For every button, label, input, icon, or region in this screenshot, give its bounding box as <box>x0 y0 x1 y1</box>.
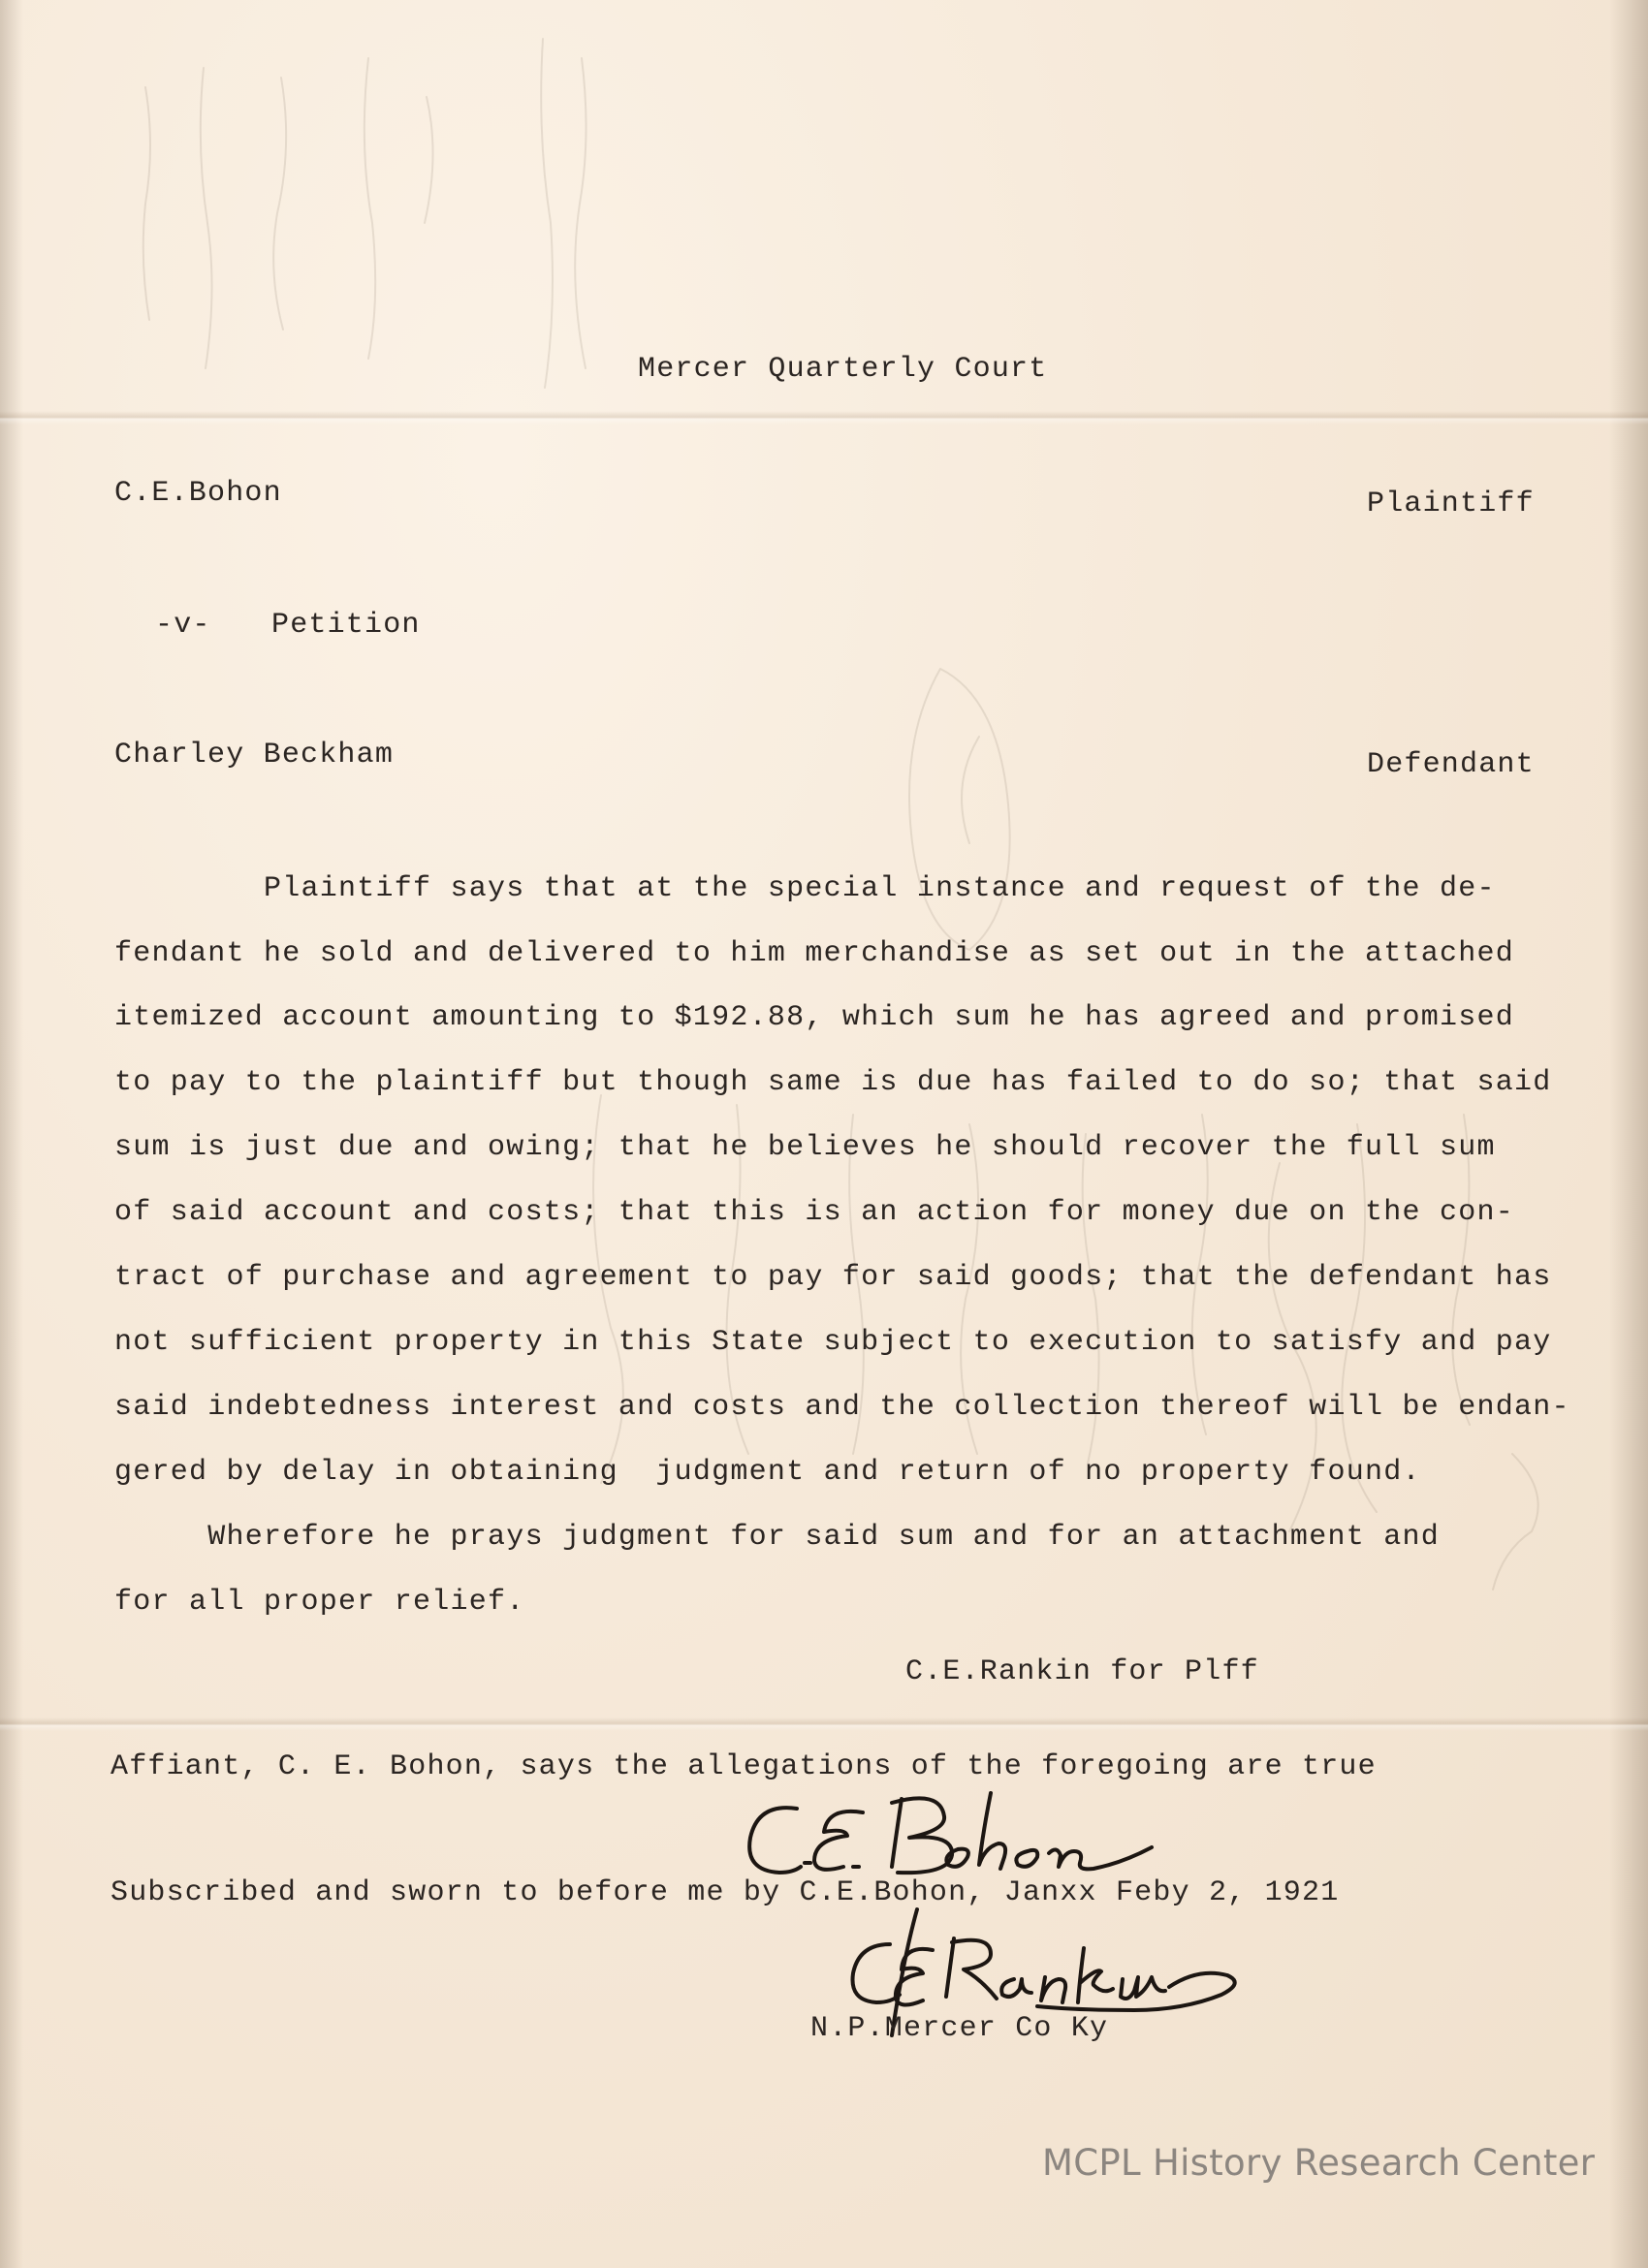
plaintiff-label: Plaintiff <box>1367 488 1535 520</box>
pleading-type: Petition <box>271 609 421 642</box>
petition-line: of said account and costs; that this is an action for money due on the con- <box>114 1196 1514 1229</box>
petition-line: tract of purchase and agreement to pay for said goods; that the defendant has <box>114 1261 1552 1294</box>
petition-line: to pay to the plaintiff but though same is due has failed to do so; that said <box>114 1066 1552 1099</box>
paper-fold-crease <box>0 411 1648 425</box>
page-left-edge-shadow <box>0 0 23 2268</box>
petition-line: fendant he sold and delivered to him merchandise as set out in the attached <box>114 937 1514 970</box>
page-right-edge-shadow <box>1609 0 1648 2268</box>
plaintiff-name: C.E.Bohon <box>114 477 282 510</box>
petition-line: said indebtedness interest and costs and the collection thereof will be endan- <box>114 1391 1570 1424</box>
counsel-signature-line: C.E.Rankin for Plff <box>905 1655 1259 1688</box>
affiant-handwritten-signature <box>737 1774 1183 1890</box>
petition-line: sum is just due and owing; that he believes he should recover the full sum <box>114 1131 1496 1164</box>
petition-line: itemized account amounting to $192.88, which sum he has agreed and promised <box>114 1001 1514 1034</box>
notary-title: N.P.Mercer Co Ky <box>810 2012 1109 2045</box>
versus-marker: -v- <box>155 609 211 642</box>
court-title: Mercer Quarterly Court <box>638 353 1048 386</box>
petition-line: Wherefore he prays judgment for said sum and for an attachment and <box>114 1521 1440 1554</box>
petition-line: Plaintiff says that at the special instance and request of the de- <box>114 872 1496 905</box>
defendant-name: Charley Beckham <box>114 739 395 772</box>
affidavit-statement: Affiant, C. E. Bohon, says the allegations of the foregoing are true <box>111 1750 1377 1783</box>
petition-line: for all proper relief. <box>114 1586 525 1619</box>
jurat-statement: Subscribed and sworn to before me by C.E.Bohon, Janxx Feby 2, 1921 <box>111 1876 1340 1909</box>
petition-line: not sufficient property in this State subject to execution to satisfy and pay <box>114 1326 1552 1359</box>
archive-watermark: MCPL History Research Center <box>1042 2142 1596 2184</box>
paper-fold-crease <box>0 1717 1648 1731</box>
petition-line: gered by delay in obtaining judgment and return of no property found. <box>114 1456 1421 1489</box>
defendant-label: Defendant <box>1367 748 1535 781</box>
